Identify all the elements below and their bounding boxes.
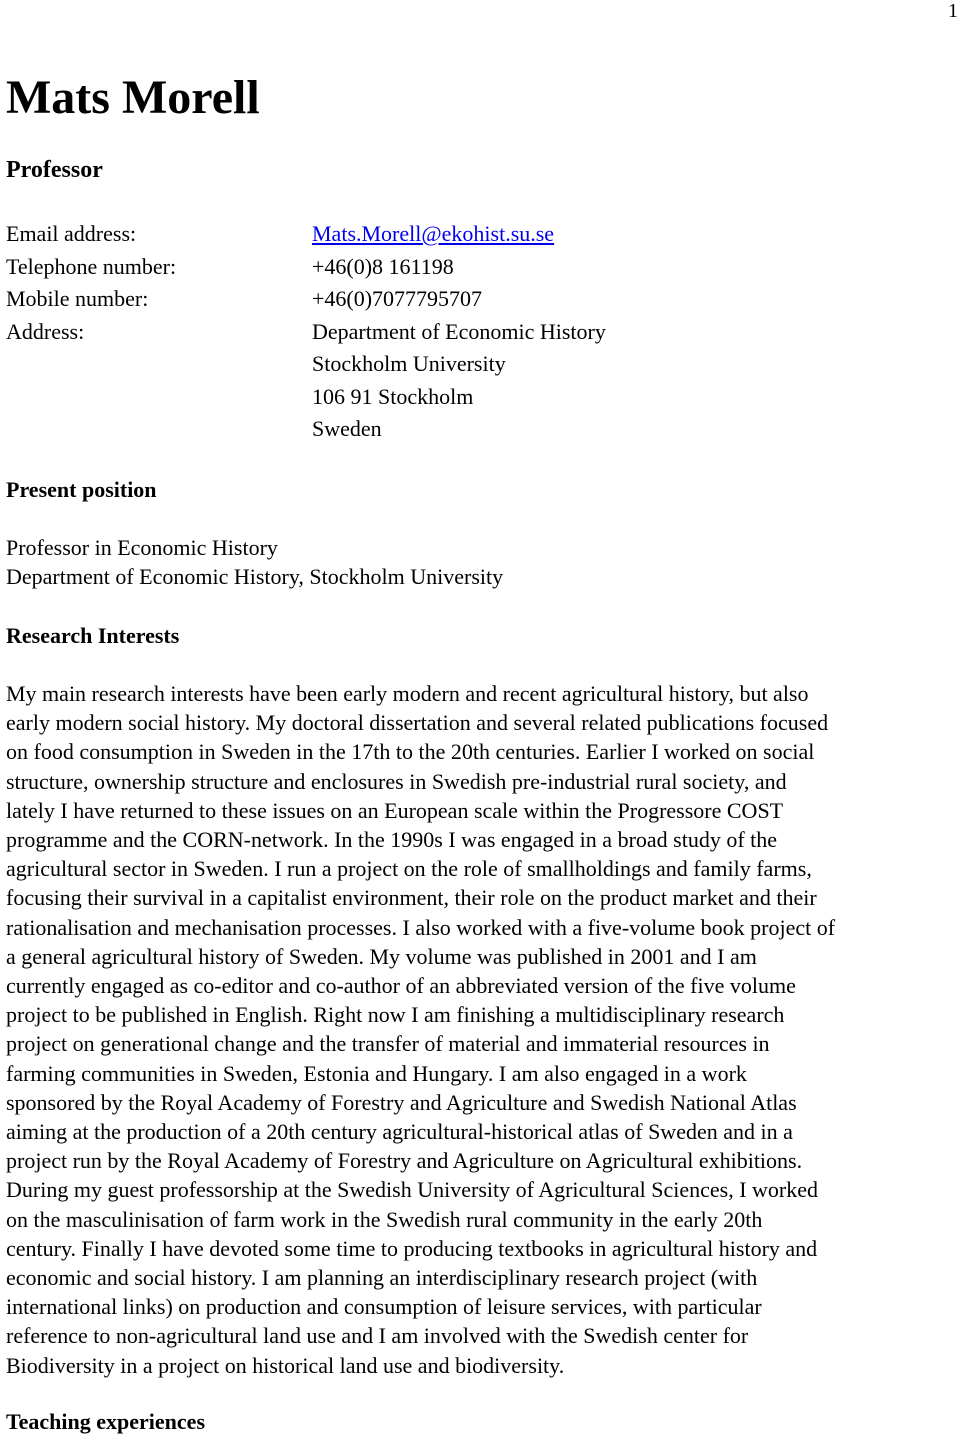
paragraph-line: on the masculinisation of farm work in the Swedish rural community in the early 20th [6,1206,763,1232]
paragraph-line: structure, ownership structure and enclosures in Swedish pre-industrial rural society, and [6,768,787,794]
paragraph-line: lately I have returned to these issues on an European scale within the Progressore COST [6,797,784,823]
page-number: 1 [948,0,958,22]
address-line: Sweden [312,416,382,441]
mobile-label: Mobile number: [6,286,149,311]
paragraph-line: project on generational change and the transfer of material and immaterial resources in [6,1031,770,1057]
mobile-row [6,283,606,316]
address-line: Stockholm University [312,351,506,376]
email-link[interactable]: Mats.Morell@ekohist.su.se [312,221,555,246]
paragraph-line: economic and social history. I am planning an interdisciplinary research project (with [6,1265,758,1291]
position-line: Professor in Economic History [6,535,278,560]
person-title: Professor [6,157,103,183]
phone-label: Telephone number: [6,253,177,279]
email-label: Email address: [6,221,137,246]
teaching-heading: Teaching experiences [6,1409,205,1434]
address-row [6,316,606,446]
present-position-heading: Present position [6,477,157,502]
paragraph-line: early modern social history. My doctoral dissertation and several related publications focused [6,710,829,736]
paragraph-line: focusing their survival in a capitalist environment, their role on the product market and their [6,885,817,911]
address-lines [312,316,606,446]
phone-value: +46(0)8 161198 [312,253,454,279]
position-line: Department of Economic History, Stockholm University [6,564,504,589]
research-interests-paragraph [6,679,960,1380]
paragraph-line: During my guest professorship at the Swedish University of Agricultural Sciences, I worked [6,1177,819,1203]
address-line: Department of Economic History [312,318,606,344]
person-name: Mats Morell [6,71,260,124]
address-label: Address: [6,318,85,344]
mobile-value: +46(0)7077795707 [312,286,483,311]
present-position-text [6,533,503,591]
paragraph-line: currently engaged as co-editor and co-author of an abbreviated version of the five volume [6,973,796,999]
paragraph-line: sponsored by the Royal Academy of Forestry and Agriculture and Swedish National Atlas [6,1089,797,1115]
phone-row [6,251,606,284]
paragraph-line: a general agricultural history of Sweden. My volume was published in 2001 and I am [6,943,757,969]
email-row [6,218,606,251]
paragraph-line: rationalisation and mechanisation processes. I also worked with a five-volume book project of [6,914,836,940]
paragraph-line: reference to non-agricultural land use and I am involved with the Swedish center for [6,1323,749,1349]
paragraph-line: agricultural sector in Sweden. I run a project on the role of smallholdings and family farms, [6,856,812,882]
paragraph-line: century. Finally I have devoted some time to producing textbooks in agricultural history and [6,1235,818,1261]
paragraph-line: international links) on production and consumption of leisure services, with particular [6,1294,762,1320]
paragraph-line: farming communities in Sweden, Estonia and Hungary. I am also engaged in a work [6,1060,747,1086]
paragraph-line: programme and the CORN-network. In the 1990s I was engaged in a broad study of the [6,827,778,853]
address-line: 106 91 Stockholm [312,383,474,409]
research-interests-heading: Research Interests [6,623,180,648]
paragraph-line: project to be published in English. Right now I am finishing a multidisciplinary research [6,1002,785,1028]
paragraph-line: Biodiversity in a project on historical land use and biodiversity. [6,1352,565,1378]
paragraph-line: on food consumption in Sweden in the 17th to the 20th centuries. Earlier I worked on social [6,739,815,765]
paragraph-line: aiming at the production of a 20th century agricultural-historical atlas of Sweden and in a [6,1119,793,1145]
contact-block [6,218,606,446]
paragraph-line: My main research interests have been early modern and recent agricultural history, but also [6,681,809,706]
paragraph-line: project run by the Royal Academy of Forestry and Agriculture on Agricultural exhibitions. [6,1148,803,1174]
